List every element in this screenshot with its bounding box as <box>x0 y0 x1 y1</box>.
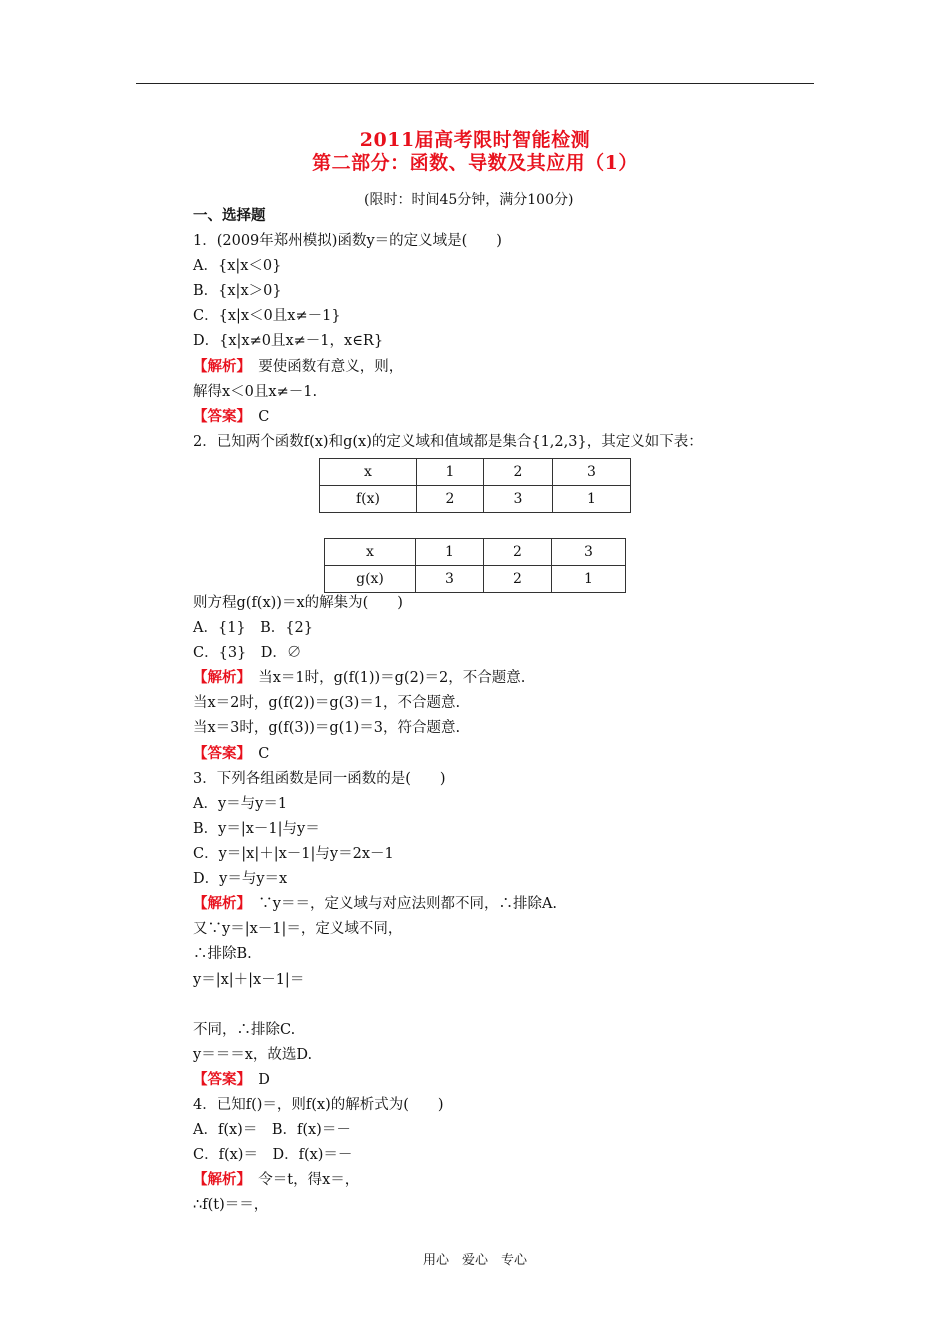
q2-analysis-line: 当x＝3时，g(f(3))＝g(1)＝3，符合题意. <box>193 720 461 736</box>
table-g <box>324 538 626 593</box>
q3-option-d: D．y＝与y＝x <box>193 871 288 887</box>
q4-options-cd: C．f(x)＝ D．f(x)＝－ <box>193 1147 353 1163</box>
q3-option-c: C．y＝|x|＋|x－1|与y＝2x－1 <box>193 846 394 862</box>
answer-label: 【答案】 <box>193 1071 244 1088</box>
answer-label: 【答案】 <box>193 745 244 762</box>
analysis-label: 【解析】 <box>193 669 244 686</box>
q2-analysis-line: 当x＝2时，g(f(2))＝g(3)＝1，不合题意. <box>193 695 461 711</box>
table-f <box>319 458 631 513</box>
table-row <box>325 566 626 593</box>
table-cell: 3 <box>416 566 484 593</box>
table-cell: 3 <box>484 486 553 513</box>
q1-option-d: D．{x|x≠0且x≠－1，x∈R} <box>193 333 384 349</box>
q3-analysis-line: y＝|x|＋|x－1|＝ <box>193 972 305 988</box>
q4-options-ab: A．f(x)＝ B．f(x)＝－ <box>193 1122 351 1138</box>
analysis-label: 【解析】 <box>193 1171 244 1188</box>
q3-answer <box>193 1070 270 1090</box>
q2-options-ab: A．{1} B．{2} <box>193 620 313 636</box>
page-title: 2011届高考限时智能检测 <box>359 129 591 151</box>
table-cell: 2 <box>484 459 553 486</box>
q1-analysis <box>193 357 403 377</box>
q3-analysis-line: ∴排除B. <box>193 946 252 962</box>
q2-answer <box>193 744 269 764</box>
page-footer: 用心 爱心 专心 <box>422 1253 527 1268</box>
analysis-text: ∵y＝＝，定义域与对应法则都不同，∴排除A. <box>243 896 558 912</box>
q2-stem: 2．已知两个函数f(x)和g(x)的定义域和值域都是集合{1,2,3}，其定义如下表： <box>193 434 703 450</box>
q2-question: 则方程g(f(x))＝x的解集为( ) <box>193 595 403 611</box>
q3-stem: 3．下列各组函数是同一函数的是( ) <box>193 771 446 787</box>
table-row <box>325 539 626 566</box>
answer-text: D <box>243 1072 270 1088</box>
analysis-label: 【解析】 <box>193 358 244 375</box>
analysis-text: 令＝t，得x＝， <box>243 1172 360 1188</box>
q3-analysis-line: 又∵y＝|x－1|＝，定义域不同， <box>193 921 403 937</box>
q3-analysis <box>193 894 557 914</box>
q3-analysis-line: y＝＝＝x，故选D. <box>193 1047 313 1063</box>
q3-option-b: B．y＝|x－1|与y＝ <box>193 821 320 837</box>
table-cell: f(x) <box>320 486 417 513</box>
time-limit-note: (限时：时间45分钟，满分100分) <box>364 192 574 208</box>
analysis-text: 要使函数有意义，则， <box>243 359 404 375</box>
table-cell: 2 <box>484 566 552 593</box>
q1-stem: 1．(2009年郑州模拟)函数y＝的定义域是( ) <box>193 233 502 249</box>
q1-analysis-line: 解得x＜0且x≠－1. <box>193 384 318 400</box>
page-subtitle-title: 第二部分：函数、导数及其应用（1） <box>312 152 638 174</box>
analysis-label: 【解析】 <box>193 895 244 912</box>
q1-option-a: A．{x|x＜0} <box>193 258 282 274</box>
answer-text: C <box>243 746 270 762</box>
table-cell: 1 <box>553 486 631 513</box>
q3-option-a: A．y＝与y＝1 <box>193 796 288 812</box>
table-cell: 2 <box>484 539 552 566</box>
table-cell: x <box>320 459 417 486</box>
answer-label: 【答案】 <box>193 408 244 425</box>
q3-analysis-line: 不同，∴排除C. <box>193 1022 296 1038</box>
q1-answer <box>193 407 269 427</box>
table-cell: 1 <box>416 539 484 566</box>
section-heading: 一、选择题 <box>193 207 266 224</box>
q1-option-c: C．{x|x＜0且x≠－1} <box>193 308 341 324</box>
q4-stem: 4．已知f()＝，则f(x)的解析式为( ) <box>193 1097 444 1113</box>
q2-analysis <box>193 668 525 688</box>
table-row <box>320 459 631 486</box>
table-cell: 1 <box>552 566 626 593</box>
answer-text: C <box>243 409 270 425</box>
table-cell: 1 <box>417 459 484 486</box>
table-cell: x <box>325 539 416 566</box>
table-cell: 3 <box>552 539 626 566</box>
header-rule <box>136 83 814 84</box>
table-cell: 3 <box>553 459 631 486</box>
q4-analysis <box>193 1170 359 1190</box>
q1-option-b: B．{x|x＞0} <box>193 283 282 299</box>
table-cell: 2 <box>417 486 484 513</box>
q2-options-cd: C．{3} D．∅ <box>193 645 302 661</box>
table-cell: g(x) <box>325 566 416 593</box>
q4-analysis-line: ∴f(t)＝＝， <box>193 1197 269 1213</box>
analysis-text: 当x＝1时，g(f(1))＝g(2)＝2，不合题意. <box>243 670 526 686</box>
table-row <box>320 486 631 513</box>
